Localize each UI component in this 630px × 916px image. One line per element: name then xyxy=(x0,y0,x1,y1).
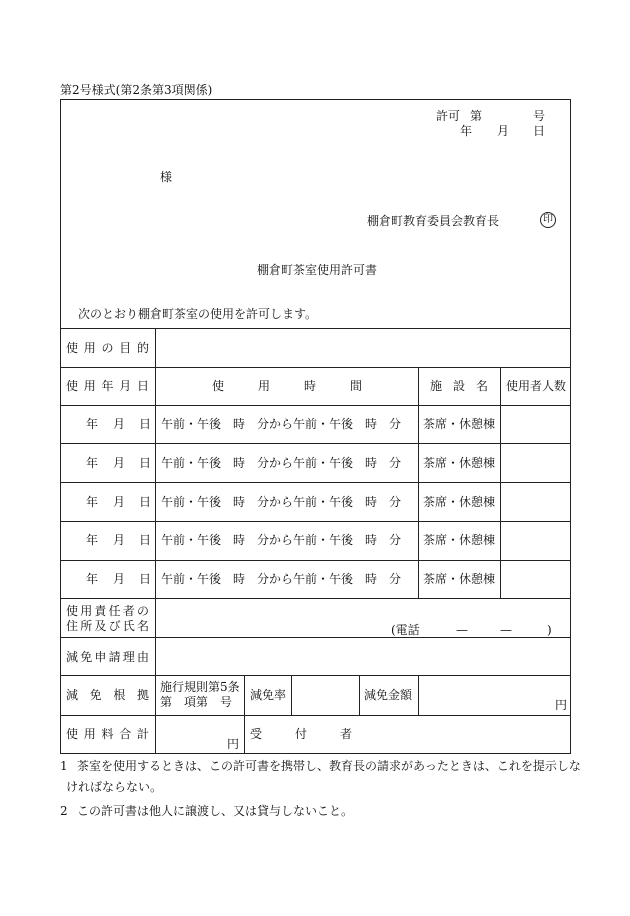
document-title: 棚倉町茶室使用許可書 xyxy=(257,263,378,277)
row-2-facility: 茶席・休憩棟 xyxy=(423,456,496,470)
label-char: 理 xyxy=(122,650,135,664)
label-char: 的 xyxy=(136,341,149,355)
label-char: 根 xyxy=(113,688,126,702)
table-rule xyxy=(60,637,571,638)
total-fee-label xyxy=(66,728,149,740)
label-char: 名 xyxy=(475,379,488,393)
label-char: 使 xyxy=(66,604,79,618)
purpose-label xyxy=(66,342,149,354)
seal-stamp: 印 xyxy=(540,212,556,228)
label-char: 年 xyxy=(101,379,114,393)
label-char: 料 xyxy=(101,727,114,741)
label-char: 減 xyxy=(66,650,79,664)
label-char: 使 xyxy=(66,341,79,355)
row-3-facility: 茶席・休憩棟 xyxy=(423,495,496,509)
label-char: 用 xyxy=(83,341,96,355)
permit-no-dai: 第 xyxy=(470,109,483,123)
table-rule xyxy=(500,367,501,598)
exemption-rate-label: 減免率 xyxy=(250,688,287,702)
label-char: 使 xyxy=(212,379,225,393)
label-char: 所 xyxy=(80,619,93,633)
label-char: 減 xyxy=(66,688,79,702)
label-char: 施 xyxy=(430,379,443,393)
label-char: 使 xyxy=(66,379,79,393)
label-char: 申 xyxy=(94,650,107,664)
table-rule xyxy=(60,405,571,406)
row-3-day: 日 xyxy=(139,495,152,509)
label-char: 用 xyxy=(83,379,96,393)
label-char: 責 xyxy=(94,604,107,618)
row-1-year: 年 xyxy=(86,417,99,431)
label-char: 名 xyxy=(136,619,149,633)
receiver-label xyxy=(250,728,352,740)
label-char: 間 xyxy=(349,379,362,393)
table-rule xyxy=(60,328,571,329)
table-rule xyxy=(60,560,571,561)
label-char: 目 xyxy=(119,341,132,355)
table-rule xyxy=(155,328,156,754)
row-4-time: 午前・午後 時 分から午前・午後 時 分 xyxy=(161,533,402,547)
date-column-header xyxy=(66,380,149,392)
table-rule xyxy=(60,598,571,599)
row-4-facility: 茶席・休憩棟 xyxy=(423,533,496,547)
label-char: 日 xyxy=(136,379,149,393)
table-rule xyxy=(359,675,360,715)
row-5-time: 午前・午後 時 分から午前・午後 時 分 xyxy=(161,572,402,586)
note-1-number: 1 xyxy=(60,759,68,773)
note-2-text: この許可書は他人に譲渡し、又は貸与しないこと。 xyxy=(77,804,354,818)
table-rule xyxy=(418,675,419,715)
label-char: 免 xyxy=(89,688,102,702)
phone-dash-2: — xyxy=(500,623,512,637)
row-4-day: 日 xyxy=(139,533,152,547)
label-char: 受 xyxy=(250,727,263,741)
label-char: 住 xyxy=(66,619,79,633)
row-2-day: 日 xyxy=(139,456,152,470)
label-char: び xyxy=(108,619,121,633)
label-char: 請 xyxy=(108,650,121,664)
label-char: 時 xyxy=(303,379,316,393)
table-rule xyxy=(244,675,245,754)
row-2-year: 年 xyxy=(86,456,99,470)
facility-column-header xyxy=(430,380,488,392)
exemption-reason-label xyxy=(66,651,149,663)
label-char: 拠 xyxy=(136,688,149,702)
row-3-month: 月 xyxy=(113,495,126,509)
exemption-basis-line2: 第 項第 号 xyxy=(160,695,233,709)
row-5-year: 年 xyxy=(86,572,99,586)
row-1-facility: 茶席・休憩棟 xyxy=(423,417,496,431)
row-1-time: 午前・午後 時 分から午前・午後 時 分 xyxy=(161,417,402,431)
exemption-basis-label xyxy=(66,689,149,701)
label-char: 由 xyxy=(136,650,149,664)
label-char: 者 xyxy=(339,727,352,741)
responsible-label-line2 xyxy=(66,620,149,632)
phone-close: ) xyxy=(547,623,552,637)
table-rule xyxy=(60,367,571,368)
exemption-basis-line1: 施行規則第5条 xyxy=(160,680,240,694)
label-char: 計 xyxy=(136,727,149,741)
row-1-day: 日 xyxy=(139,417,152,431)
exemption-amount-label: 減免金額 xyxy=(364,688,413,702)
label-char: 付 xyxy=(294,727,307,741)
row-3-year: 年 xyxy=(86,495,99,509)
phone-label: (電話 xyxy=(391,623,420,637)
form-id: 第2号様式(第2条第3項関係) xyxy=(60,83,213,97)
table-rule xyxy=(418,367,419,598)
table-rule xyxy=(60,675,571,676)
row-4-month: 月 xyxy=(113,533,126,547)
phone-dash-1: — xyxy=(456,623,468,637)
permit-no-prefix: 許可 xyxy=(436,109,461,123)
label-char: 使 xyxy=(66,727,79,741)
label-char: 氏 xyxy=(122,619,135,633)
exemption-amount-yen: 円 xyxy=(555,698,568,712)
row-5-day: 日 xyxy=(139,572,152,586)
row-2-time: 午前・午後 時 分から午前・午後 時 分 xyxy=(161,456,402,470)
intro-text: 次のとおり棚倉町茶室の使用を許可します。 xyxy=(78,307,318,321)
date-year: 年 xyxy=(460,124,473,138)
addressee-suffix: 様 xyxy=(160,170,173,184)
label-char: 月 xyxy=(119,379,132,393)
label-char: 任 xyxy=(108,604,121,618)
table-rule xyxy=(60,521,571,522)
row-5-facility: 茶席・休憩棟 xyxy=(423,572,496,586)
row-4-year: 年 xyxy=(86,533,99,547)
row-3-time: 午前・午後 時 分から午前・午後 時 分 xyxy=(161,495,402,509)
note-2-number: 2 xyxy=(60,804,68,818)
label-char: 設 xyxy=(452,379,465,393)
responsible-label-line1 xyxy=(66,605,149,617)
date-day: 日 xyxy=(533,124,546,138)
issuer-title: 棚倉町教育委員会教育長 xyxy=(367,214,500,228)
label-char: 者 xyxy=(122,604,135,618)
row-1-month: 月 xyxy=(113,417,126,431)
date-month: 月 xyxy=(497,124,510,138)
label-char: の xyxy=(136,604,149,618)
label-char: 用 xyxy=(80,604,93,618)
row-2-month: 月 xyxy=(113,456,126,470)
table-rule xyxy=(60,443,571,444)
note-1-line1: 茶室を使用するときは、この許可書を携帯し、教育長の請求があったときは、これを提示しな xyxy=(77,759,581,773)
time-column-header xyxy=(212,380,362,392)
users-column-header: 使用者人数 xyxy=(506,379,567,393)
note-1-line2: ければならない。 xyxy=(66,780,163,794)
label-char: の xyxy=(101,341,114,355)
table-rule xyxy=(291,675,292,715)
label-char: 免 xyxy=(80,650,93,664)
label-char: 及 xyxy=(94,619,107,633)
label-char: 用 xyxy=(257,379,270,393)
label-char: 用 xyxy=(83,727,96,741)
total-fee-yen: 円 xyxy=(227,737,240,751)
table-rule xyxy=(60,715,571,716)
table-rule xyxy=(60,482,571,483)
label-char: 合 xyxy=(119,727,132,741)
row-5-month: 月 xyxy=(113,572,126,586)
permit-no-go: 号 xyxy=(533,109,546,123)
